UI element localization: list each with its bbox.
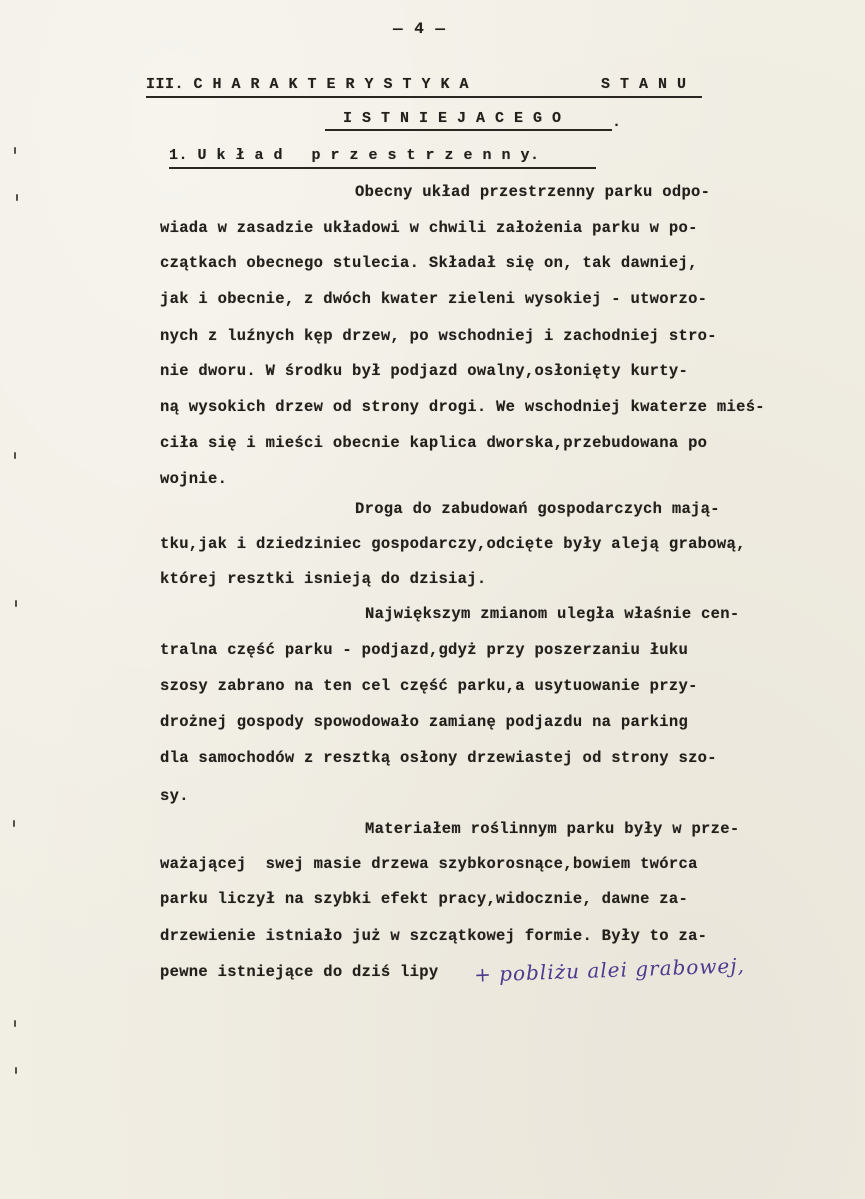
body-line: Obecny układ przestrzenny parku odpo- bbox=[355, 183, 711, 201]
margin-mark bbox=[15, 1067, 17, 1074]
chapter-heading-part2: S T A N U bbox=[601, 76, 687, 93]
section-underline bbox=[169, 167, 596, 169]
page-number: — 4 — bbox=[393, 20, 447, 38]
body-line: Droga do zabudowań gospodarczych mają- bbox=[355, 500, 720, 518]
chapter-heading-part1: III. C H A R A K T E R Y S T Y K A bbox=[146, 76, 470, 93]
handwritten-annotation: + pobliżu alei grabowej, bbox=[473, 953, 746, 987]
margin-mark bbox=[16, 194, 18, 201]
body-line: drzewienie istniało już w szczątkowej formie. Były to za- bbox=[160, 927, 708, 945]
body-line: pewne istniejące do dziś lipy bbox=[160, 963, 439, 981]
body-line: ną wysokich drzew od strony drogi. We wschodniej kwaterze mieś- bbox=[160, 398, 765, 416]
body-line: drożnej gospody spowodowało zamianę podjazdu na parking bbox=[160, 713, 689, 731]
heading-underline-2 bbox=[325, 129, 612, 131]
body-line: ciła się i mieści obecnie kaplica dworska,przebudowana po bbox=[160, 434, 708, 452]
body-line: wiada w zasadzie układowi w chwili założenia parku w po- bbox=[160, 219, 698, 237]
body-line: parku liczył na szybki efekt pracy,widocznie, dawne za- bbox=[160, 890, 689, 908]
body-line: Materiałem roślinnym parku były w prze- bbox=[365, 820, 740, 838]
body-line: nie dworu. W środku był podjazd owalny,osłonięty kurty- bbox=[160, 362, 689, 380]
body-line: dla samochodów z resztką osłony drzewiastej od strony szo- bbox=[160, 749, 717, 767]
body-line: jak i obecnie, z dwóch kwater zieleni wysokiej - utworzo- bbox=[160, 290, 708, 308]
margin-mark bbox=[14, 147, 16, 154]
margin-mark bbox=[14, 1020, 16, 1027]
body-line: Największym zmianom uległa właśnie cen- bbox=[365, 605, 740, 623]
body-line: sy. bbox=[160, 787, 189, 805]
body-line: tralna część parku - podjazd,gdyż przy poszerzaniu łuku bbox=[160, 641, 689, 659]
chapter-heading-period: . bbox=[612, 114, 622, 131]
margin-mark bbox=[15, 600, 17, 607]
chapter-heading-line2: I S T N I E J A C E G O bbox=[343, 110, 562, 127]
body-line: nych z luźnych kęp drzew, po wschodniej i zachodniej stro- bbox=[160, 327, 717, 345]
section-heading: 1. U k ł a d p r z e s t r z e n n y. bbox=[169, 147, 540, 164]
margin-mark bbox=[14, 452, 16, 459]
body-line: ważającej swej masie drzewa szybkorosnące,bowiem twórca bbox=[160, 855, 698, 873]
body-line: której resztki isnieją do dzisiaj. bbox=[160, 570, 487, 588]
heading-underline-1 bbox=[146, 96, 702, 98]
body-line: szosy zabrano na ten cel część parku,a usytuowanie przy- bbox=[160, 677, 698, 695]
body-line: wojnie. bbox=[160, 470, 228, 488]
margin-mark bbox=[13, 820, 15, 827]
body-line: tku,jak i dziedziniec gospodarczy,odcięte były aleją grabową, bbox=[160, 535, 746, 553]
body-line: czątkach obecnego stulecia. Składał się on, tak dawniej, bbox=[160, 254, 698, 272]
